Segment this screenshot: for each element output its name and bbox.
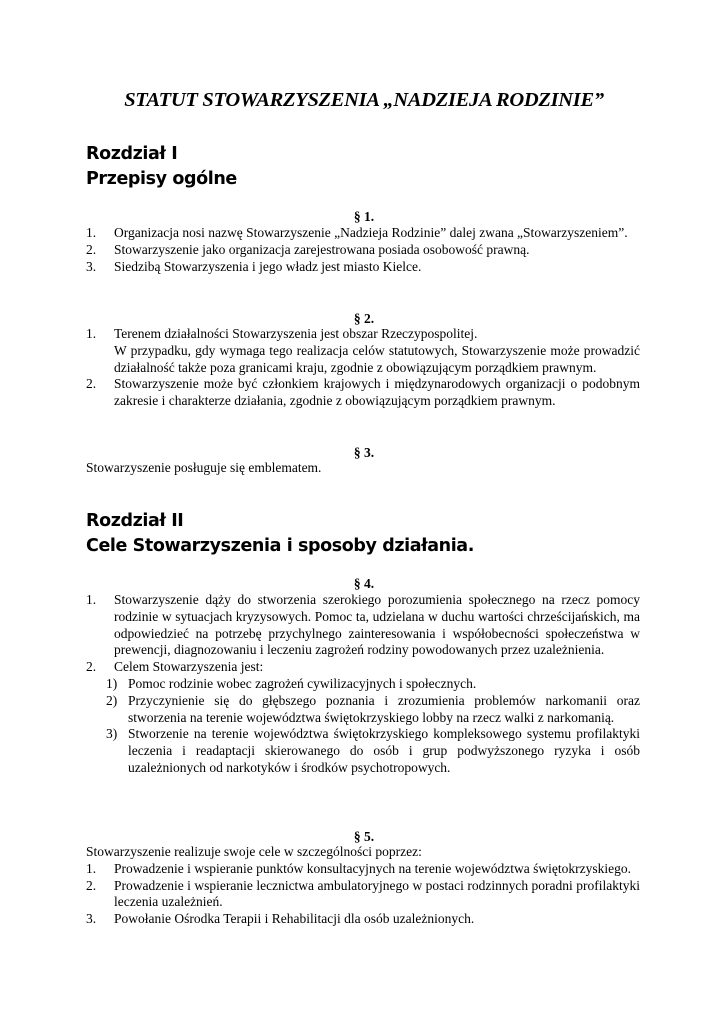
sub-item-text: Przyczynienie się do głębszego poznania i zrozumienia problemów narkomanii oraz stworzenia na terenie województwa świętokrzyskiego lobby na rzecz walki z narkomanią. <box>128 692 640 725</box>
list-item <box>86 592 640 659</box>
list-item <box>86 225 640 242</box>
sub-item-text: Pomoc rodzinie wobec zagrożeń cywilizacyjnych i społecznych. <box>128 675 477 691</box>
sub-item-number: 1) <box>106 675 118 691</box>
item-text: Organizacja nosi nazwę Stowarzyszenie „Nadzieja Rodzinie” dalej zwana „Stowarzyszeniem”. <box>114 225 628 240</box>
item-number: 2. <box>86 241 97 257</box>
item-number: 1. <box>86 592 97 607</box>
section-4-list <box>86 592 640 777</box>
chapter-name: Rozdział II <box>86 511 184 531</box>
item-text: Siedzibą Stowarzyszenia i jego władz jest miasto Kielce. <box>114 258 422 274</box>
list-item <box>86 878 640 912</box>
list-item <box>86 376 640 410</box>
item-number: 2. <box>86 659 97 675</box>
section-mark-3: § 3. <box>353 445 375 460</box>
item-text: Terenem działalności Stowarzyszenia jest obszar Rzeczypospolitej. <box>114 326 478 341</box>
list-item <box>86 659 640 676</box>
chapter-heading-2 <box>86 509 474 559</box>
item-number: 3. <box>86 258 97 274</box>
sub-list-item <box>86 726 640 776</box>
item-text: Celem Stowarzyszenia jest: <box>114 659 264 675</box>
item-number: 1. <box>86 225 97 240</box>
section-mark-4: § 4. <box>353 576 375 591</box>
paragraph-text: Stowarzyszenie posługuje się emblematem. <box>86 460 322 475</box>
chapter-subtitle: Cele Stowarzyszenia i sposoby działania. <box>86 536 474 556</box>
sub-list-item <box>86 676 640 693</box>
item-continuation: W przypadku, gdy wymaga tego realizacja celów statutowych, Stowarzyszenie może prowadzić działalność także poza granicami kraju, zgodnie z obowiązującym porządkiem prawnym. <box>114 342 640 375</box>
chapter-name: Rozdział I <box>86 144 178 164</box>
item-text: Prowadzenie i wspieranie lecznictwa ambulatoryjnego w postaci rodzinnych poradni profilaktyki leczenia uzależnień. <box>114 877 640 910</box>
chapter-subtitle: Przepisy ogólne <box>86 169 237 189</box>
item-text: Prowadzenie i wspieranie punktów konsultacyjnych na terenie województwa świętokrzyskiego. <box>114 860 631 876</box>
section-3-text <box>86 460 640 477</box>
section-mark-1: § 1. <box>353 209 375 224</box>
sub-item-number: 2) <box>106 692 118 708</box>
chapter-heading-1 <box>86 142 237 192</box>
sub-item-text: Stworzenie na terenie województwa świętokrzyskiego kompleksowego systemu profilaktyki leczenia i readaptacji skierowanego do osób i grup podwyższonego ryzyka i osób uzależnionych od narkotyków i środków psychotropowych. <box>128 726 640 775</box>
list-item <box>86 259 640 276</box>
sub-list-item <box>86 693 640 727</box>
section-5-list <box>86 844 640 928</box>
section-mark-2: § 2. <box>353 311 375 326</box>
section-intro: Stowarzyszenie realizuje swoje cele w szczególności poprzez: <box>86 844 422 859</box>
item-number: 2. <box>86 376 97 392</box>
item-number: 1. <box>86 860 97 876</box>
item-text: Stowarzyszenie jako organizacja zarejestrowana posiada osobowość prawną. <box>114 241 530 257</box>
section-mark-5: § 5. <box>353 829 375 844</box>
section-1-list <box>86 225 640 275</box>
section-2-list <box>86 326 640 410</box>
item-text: Stowarzyszenie dąży do stworzenia szerokiego porozumienia społecznego na rzecz pomocy rodzinie w sytuacjach kryzysowych. Pomoc ta, udzielana w duchu wartości chrześcijańskich, ma odpowiedzieć na potrzebę przychylnego zainteresowania i współobecności społeczeństwa w prewencji, diagnozowaniu i leczeniu zagrożeń rodziny powodowanych przez uzależnienia. <box>114 592 640 658</box>
document-title: STATUT STOWARZYSZENIA „NADZIEJA RODZINIE” <box>124 89 604 111</box>
list-item <box>86 911 640 928</box>
item-number: 1. <box>86 326 97 341</box>
item-text: Powołanie Ośrodka Terapii i Rehabilitacji dla osób uzależnionych. <box>114 911 475 927</box>
item-number: 2. <box>86 877 97 893</box>
item-number: 3. <box>86 911 97 927</box>
item-text: Stowarzyszenie może być członkiem krajowych i międzynarodowych organizacji o podobnym zakresie i charakterze działania, zgodnie z obowiązującym porządkiem prawnym. <box>114 376 640 409</box>
list-item <box>86 242 640 259</box>
list-item <box>86 326 640 343</box>
list-item <box>86 861 640 878</box>
sub-item-number: 3) <box>106 726 118 742</box>
